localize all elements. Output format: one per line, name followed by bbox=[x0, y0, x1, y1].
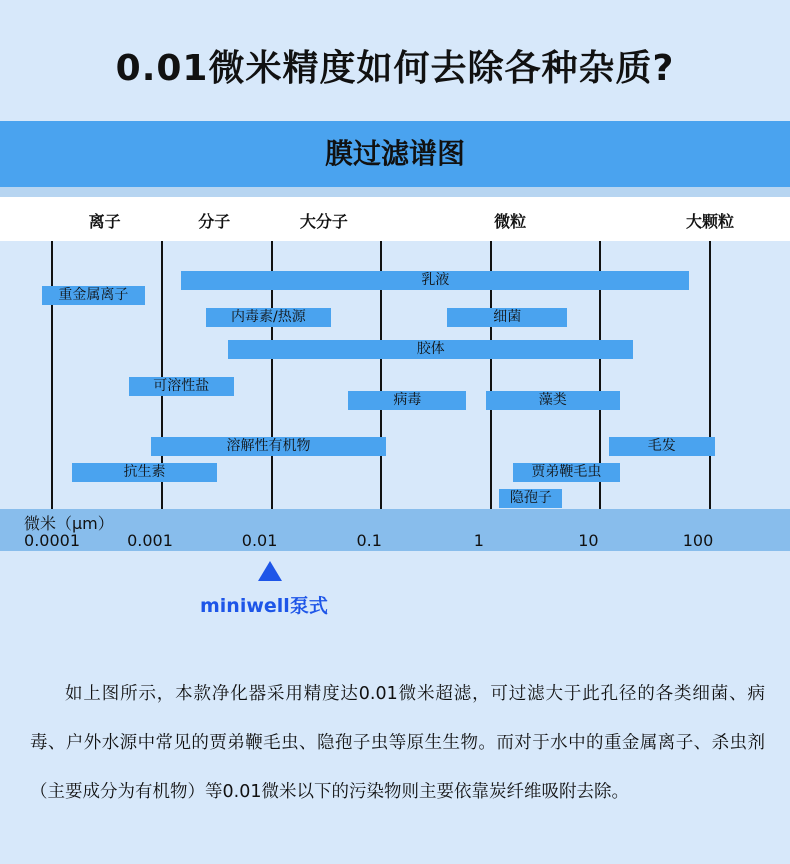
gridline bbox=[51, 241, 53, 509]
range-bar: 藻类 bbox=[486, 391, 620, 410]
x-tick-label: 0.001 bbox=[127, 531, 173, 550]
range-bar: 抗生素 bbox=[72, 463, 218, 482]
range-bar: 重金属离子 bbox=[42, 286, 145, 305]
range-bar: 内毒素/热源 bbox=[206, 308, 332, 327]
filter-precision-label: miniwell泵式 bbox=[200, 595, 328, 617]
category-header-row bbox=[0, 197, 790, 241]
title-band-shadow bbox=[0, 187, 790, 197]
range-bar: 胶体 bbox=[228, 340, 633, 359]
x-tick-label: 0.01 bbox=[241, 531, 278, 550]
range-bar: 细菌 bbox=[447, 308, 567, 327]
x-tick-label: 0.1 bbox=[356, 531, 382, 550]
x-axis-band bbox=[0, 509, 790, 551]
chart-title-band bbox=[0, 121, 790, 187]
filtration-chart bbox=[0, 241, 790, 509]
chart-title: 膜过滤谱图 bbox=[324, 137, 465, 170]
x-tick-label: 100 bbox=[682, 531, 714, 550]
category-label: 微粒 bbox=[494, 212, 527, 231]
category-label: 离子 bbox=[88, 212, 121, 231]
page-title: 0.01微米精度如何去除各种杂质? bbox=[115, 48, 675, 89]
filter-precision-marker-icon bbox=[258, 561, 282, 581]
gridline bbox=[709, 241, 711, 509]
x-axis-label: 微米（μm） bbox=[24, 514, 114, 533]
range-bar: 隐孢子 bbox=[499, 489, 562, 508]
category-label: 分子 bbox=[198, 212, 231, 231]
x-tick-label: 10 bbox=[578, 531, 599, 550]
range-bar: 溶解性有机物 bbox=[151, 437, 385, 456]
range-bar: 病毒 bbox=[348, 391, 466, 410]
category-label: 大颗粒 bbox=[685, 212, 735, 231]
description-paragraph: 如上图所示，本款净化器采用精度达0.01微米超滤，可过滤大于此孔径的各类细菌、病毒、户外水源中常见的贾弟鞭毛虫、隐孢子虫等原生生物。而对于水中的重金属离子、杀虫剂（主要成分为有机物）等0.01微米以下的污染物则主要依靠炭纤维吸附去除。 bbox=[30, 683, 765, 802]
category-label: 大分子 bbox=[299, 212, 348, 231]
range-bar: 贾弟鞭毛虫 bbox=[513, 463, 620, 482]
range-bar: 乳液 bbox=[181, 271, 689, 290]
range-bar: 可溶性盐 bbox=[129, 377, 234, 396]
range-bar: 毛发 bbox=[609, 437, 714, 456]
x-tick-label: 1 bbox=[473, 531, 484, 550]
x-tick-label: 0.0001 bbox=[24, 531, 80, 550]
